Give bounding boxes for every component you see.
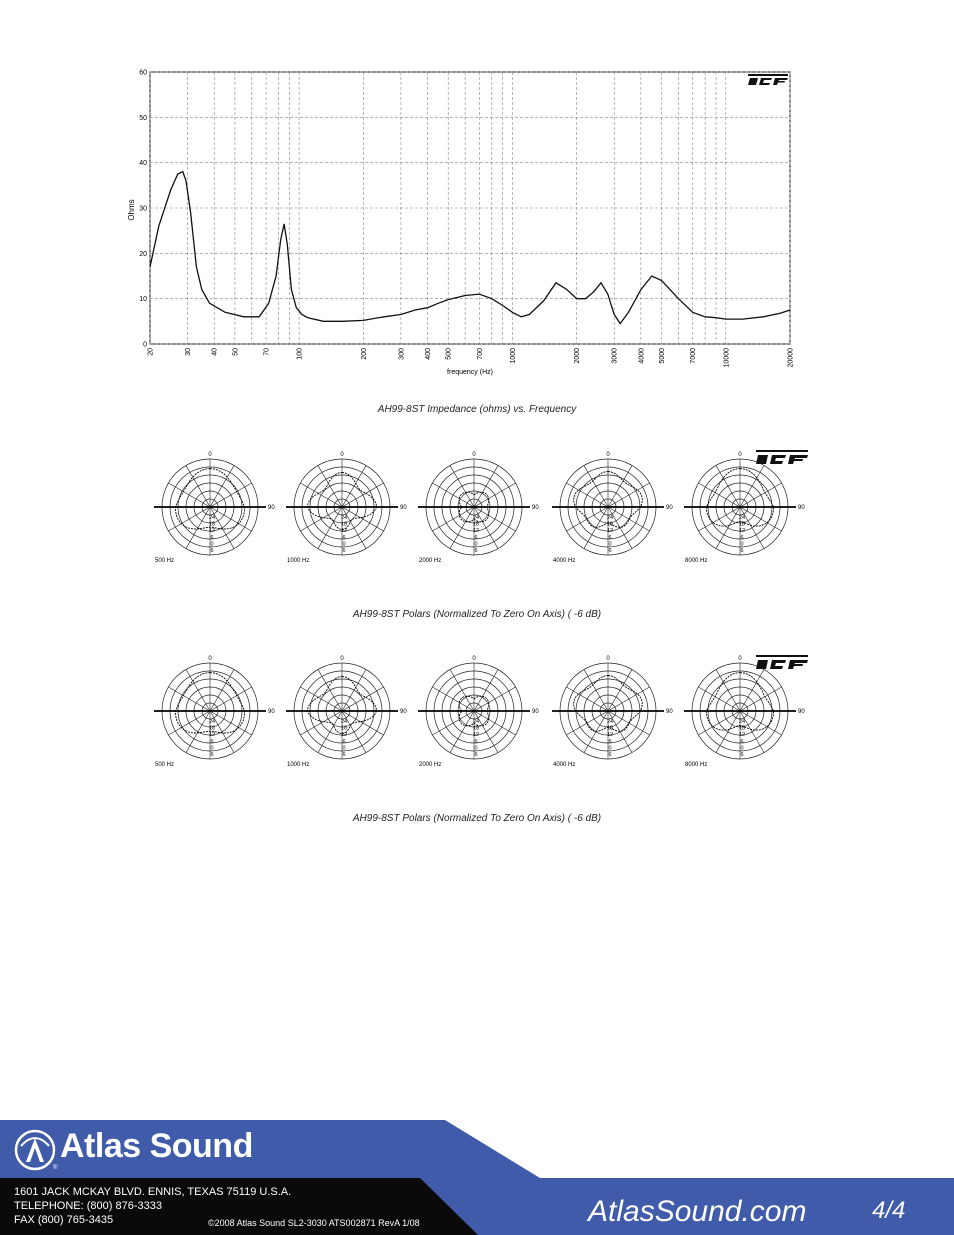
polar-spoke — [300, 483, 342, 507]
polar-spoke — [608, 507, 650, 531]
y-tick-label: 0 — [143, 341, 147, 349]
polar-ring-label: 6 — [342, 534, 346, 541]
y-tick-label: 30 — [139, 205, 147, 213]
polar-spoke — [450, 507, 474, 549]
svg-text:®: ® — [53, 1165, 58, 1171]
polar-spoke — [300, 711, 342, 735]
y-tick-label: 50 — [139, 114, 147, 122]
polar-label-right: 90 — [268, 505, 275, 511]
polar-spoke — [210, 687, 252, 711]
x-tick-label: 50 — [232, 348, 240, 356]
polar-ring-label: 24 — [208, 719, 216, 725]
polar-label-right: 90 — [798, 709, 805, 715]
x-tick-label: 70 — [263, 348, 271, 356]
x-tick-label: 10000 — [723, 348, 731, 368]
polar-spoke — [566, 483, 608, 507]
polar-ring-label: 6 — [210, 738, 214, 745]
polar-spoke — [450, 465, 474, 507]
polar-spoke — [608, 711, 650, 735]
polar-spoke — [740, 507, 782, 531]
polar-frequency-label: 8000 Hz — [685, 558, 708, 564]
x-tick-label: 700 — [476, 348, 484, 360]
polar-ring-label: 6 — [210, 534, 214, 541]
x-axis-label: frequency (Hz) — [447, 369, 493, 376]
polar-ring-label: 18 — [606, 725, 614, 732]
polar-spoke — [210, 483, 252, 507]
polar-ring-label: 0 — [474, 541, 478, 548]
polar-ring-label: 24 — [340, 719, 348, 725]
polar-ring-label: 6 — [740, 548, 744, 554]
impedance-chart — [120, 60, 810, 390]
polar-ring-label: 24 — [472, 719, 480, 725]
polar-plot — [548, 652, 678, 777]
polar-label-top: 0 — [208, 656, 212, 662]
polar-ring-label: 12 — [606, 528, 614, 535]
polar-ring-label: 6 — [740, 534, 744, 541]
polar-ring-label: 12 — [738, 528, 746, 535]
polar-spoke — [608, 483, 650, 507]
polar-label-right: 90 — [268, 709, 275, 715]
brand-name: Atlas Sound — [60, 1127, 253, 1165]
polar-spoke — [210, 669, 234, 711]
polar-plot — [150, 448, 280, 573]
polar-spoke — [168, 711, 210, 735]
impedance-caption: AH99-8ST Impedance (ohms) vs. Frequency — [377, 404, 577, 415]
polar-ring-label: 24 — [738, 719, 746, 725]
polar-ring-label: 6 — [474, 752, 478, 758]
polar-ring-label: 0 — [342, 541, 346, 548]
polar-label-top: 0 — [606, 656, 610, 662]
polar-plot — [150, 652, 280, 777]
polar-spoke — [698, 687, 740, 711]
polar-ring-label: 12 — [738, 732, 746, 739]
polar-spoke — [566, 507, 608, 531]
polar-spoke — [342, 669, 366, 711]
polar-ring-label: 0 — [740, 541, 744, 548]
polar-spoke — [740, 483, 782, 507]
chart-ticks — [139, 70, 794, 368]
polar-caption-1: AH99-8ST Polars (Normalized To Zero On Axis) ( -6 dB) — [352, 609, 602, 620]
polar-spoke — [740, 687, 782, 711]
polar-frequency-label: 8000 Hz — [685, 762, 708, 768]
x-tick-label: 400 — [425, 348, 433, 360]
polar-ring-label: 18 — [208, 725, 216, 732]
address-line-2: TELEPHONE: (800) 876-3333 — [14, 1200, 162, 1212]
polar-ring-label: 18 — [606, 521, 614, 528]
polar-frequency-label: 2000 Hz — [419, 558, 442, 564]
icf-logo-polar-2 — [756, 655, 808, 671]
x-tick-label: 2000 — [574, 348, 582, 364]
polar-ring-label: 0 — [210, 745, 214, 752]
x-tick-label: 40 — [211, 348, 219, 356]
polar-ring-label: 0 — [740, 745, 744, 752]
polar-ring-label: 18 — [208, 521, 216, 528]
polar-label-top: 0 — [472, 656, 476, 662]
polar-label-right: 90 — [532, 709, 539, 715]
x-tick-label: 5000 — [659, 348, 667, 364]
polar-ring-label: 6 — [740, 752, 744, 758]
polar-spoke — [300, 507, 342, 531]
polar-spoke — [318, 507, 342, 549]
polar-ring-label: 6 — [608, 534, 612, 541]
polar-spoke — [740, 669, 764, 711]
polar-frequency-label: 2000 Hz — [419, 762, 442, 768]
polar-spoke — [168, 507, 210, 531]
polar-spoke — [186, 465, 210, 507]
x-tick-label: 500 — [445, 348, 453, 360]
polar-label-top: 0 — [340, 656, 344, 662]
polar-spoke — [474, 669, 498, 711]
polar-spoke — [584, 507, 608, 549]
y-axis-label: Ohms — [127, 199, 136, 221]
polar-label-right: 90 — [666, 505, 673, 511]
polar-spoke — [342, 465, 366, 507]
x-tick-label: 20000 — [787, 348, 795, 368]
polar-frequency-label: 500 Hz — [155, 558, 175, 564]
polar-label-top: 0 — [472, 452, 476, 458]
polar-spoke — [698, 483, 740, 507]
polar-spoke — [740, 711, 782, 735]
polar-ring-label: 12 — [208, 732, 216, 739]
polar-label-right: 90 — [400, 709, 407, 715]
polar-spoke — [318, 465, 342, 507]
y-tick-label: 40 — [139, 160, 147, 168]
polar-spoke — [186, 669, 210, 711]
polar-frequency-label: 1000 Hz — [287, 762, 310, 768]
polar-ring-label: 18 — [472, 725, 480, 732]
x-tick-label: 100 — [296, 348, 304, 360]
polar-spoke — [698, 711, 740, 735]
polar-ring-label: 18 — [472, 521, 480, 528]
polar-spoke — [716, 711, 740, 753]
polar-label-top: 0 — [738, 452, 742, 458]
polar-ring-label: 0 — [608, 541, 612, 548]
polar-spoke — [342, 711, 384, 735]
polar-ring-label: 24 — [606, 719, 614, 725]
polar-ring-label: 18 — [738, 521, 746, 528]
polar-frequency-label: 500 Hz — [155, 762, 175, 768]
polar-label-right: 90 — [400, 505, 407, 511]
polar-ring-label: 6 — [474, 548, 478, 554]
x-tick-label: 30 — [185, 348, 193, 356]
polar-spoke — [432, 483, 474, 507]
polar-spoke — [474, 483, 516, 507]
polar-ring-label: 6 — [342, 752, 346, 758]
polar-plot — [548, 448, 678, 573]
x-tick-label: 7000 — [690, 348, 698, 364]
polar-ring-label: 18 — [340, 725, 348, 732]
polar-ring-label: 12 — [208, 528, 216, 535]
impedance-series-line — [150, 172, 790, 324]
polar-ring-label: 6 — [210, 752, 214, 758]
polar-spoke — [210, 507, 252, 531]
polar-ring-label: 18 — [340, 521, 348, 528]
polar-ring-label: 0 — [474, 745, 478, 752]
polar-spoke — [432, 507, 474, 531]
polar-label-right: 90 — [666, 709, 673, 715]
polar-frequency-label: 1000 Hz — [287, 558, 310, 564]
polar-spoke — [168, 483, 210, 507]
polar-plot — [282, 652, 412, 777]
polar-ring-label: 0 — [210, 541, 214, 548]
polar-spoke — [318, 711, 342, 753]
polar-spoke — [474, 507, 516, 531]
x-tick-label: 20 — [147, 348, 155, 356]
polar-spoke — [342, 687, 384, 711]
polar-spoke — [300, 687, 342, 711]
polar-spoke — [716, 669, 740, 711]
polar-ring-label: 6 — [608, 752, 612, 758]
website-link[interactable]: AtlasSound.com — [588, 1195, 807, 1228]
chart-grid — [150, 72, 790, 344]
polar-spoke — [168, 687, 210, 711]
polar-spoke — [584, 711, 608, 753]
polar-ring-label: 6 — [342, 738, 346, 745]
polar-label-top: 0 — [606, 452, 610, 458]
polar-spoke — [432, 711, 474, 735]
polar-spoke — [432, 687, 474, 711]
polar-ring-label: 0 — [342, 745, 346, 752]
y-tick-label: 60 — [139, 69, 147, 77]
y-tick-label: 10 — [139, 296, 147, 304]
polar-ring-label: 12 — [472, 528, 480, 535]
polar-spoke — [566, 687, 608, 711]
polar-spoke — [450, 711, 474, 753]
polar-ring-label: 24 — [738, 515, 746, 521]
copyright-text: ©2008 Atlas Sound SL2-3030 ATS002871 RevA 1/08 — [208, 1218, 420, 1228]
polar-spoke — [342, 507, 384, 531]
polar-ring-label: 6 — [474, 738, 478, 745]
icf-logo — [748, 74, 788, 85]
polar-ring-label: 6 — [474, 534, 478, 541]
polar-plot — [282, 448, 412, 573]
polar-label-right: 90 — [798, 505, 805, 511]
polar-spoke — [740, 465, 764, 507]
polar-ring-label: 18 — [738, 725, 746, 732]
polar-plot — [414, 652, 544, 777]
x-tick-label: 4000 — [638, 348, 646, 364]
polar-label-top: 0 — [340, 452, 344, 458]
y-tick-label: 20 — [139, 250, 147, 258]
polar-frequency-label: 4000 Hz — [553, 762, 576, 768]
polar-frequency-label: 4000 Hz — [553, 558, 576, 564]
polar-spoke — [474, 687, 516, 711]
x-tick-label: 1000 — [509, 348, 517, 364]
address-line-3: FAX (800) 765-3435 — [14, 1214, 114, 1226]
polar-spoke — [716, 465, 740, 507]
polar-ring-label: 24 — [606, 515, 614, 521]
polar-spoke — [210, 465, 234, 507]
page-number: 4/4 — [872, 1197, 906, 1224]
polar-spoke — [474, 711, 516, 735]
polar-ring-label: 12 — [340, 528, 348, 535]
polar-ring-label: 12 — [606, 732, 614, 739]
icf-logo-polar-1 — [756, 450, 808, 466]
polar-ring-label: 12 — [340, 732, 348, 739]
polar-spoke — [342, 483, 384, 507]
x-tick-label: 300 — [398, 348, 406, 360]
polar-ring-label: 12 — [472, 732, 480, 739]
polar-ring-label: 24 — [340, 515, 348, 521]
polar-ring-label: 6 — [210, 548, 214, 554]
polar-spoke — [566, 711, 608, 735]
polar-ring-label: 6 — [608, 738, 612, 745]
x-tick-label: 200 — [360, 348, 368, 360]
polar-ring-label: 6 — [342, 548, 346, 554]
polar-plot — [680, 448, 810, 573]
polar-label-right: 90 — [532, 505, 539, 511]
polar-spoke — [210, 711, 252, 735]
x-tick-label: 3000 — [611, 348, 619, 364]
polar-label-top: 0 — [738, 656, 742, 662]
polar-spoke — [716, 507, 740, 549]
polar-label-top: 0 — [208, 452, 212, 458]
polar-ring-label: 0 — [608, 745, 612, 752]
address-line-1: 1601 JACK MCKAY BLVD. ENNIS, TEXAS 75119 U.S.A. — [14, 1186, 292, 1198]
polar-plot — [414, 448, 544, 573]
polar-ring-label: 24 — [472, 515, 480, 521]
polar-ring-label: 24 — [208, 515, 216, 521]
polar-spoke — [474, 465, 498, 507]
polar-spoke — [450, 669, 474, 711]
polar-caption-2: AH99-8ST Polars (Normalized To Zero On Axis) ( -6 dB) — [352, 813, 602, 824]
polar-spoke — [698, 507, 740, 531]
polar-spoke — [608, 687, 650, 711]
polar-ring-label: 6 — [608, 548, 612, 554]
polar-ring-label: 6 — [740, 738, 744, 745]
polar-spoke — [318, 669, 342, 711]
